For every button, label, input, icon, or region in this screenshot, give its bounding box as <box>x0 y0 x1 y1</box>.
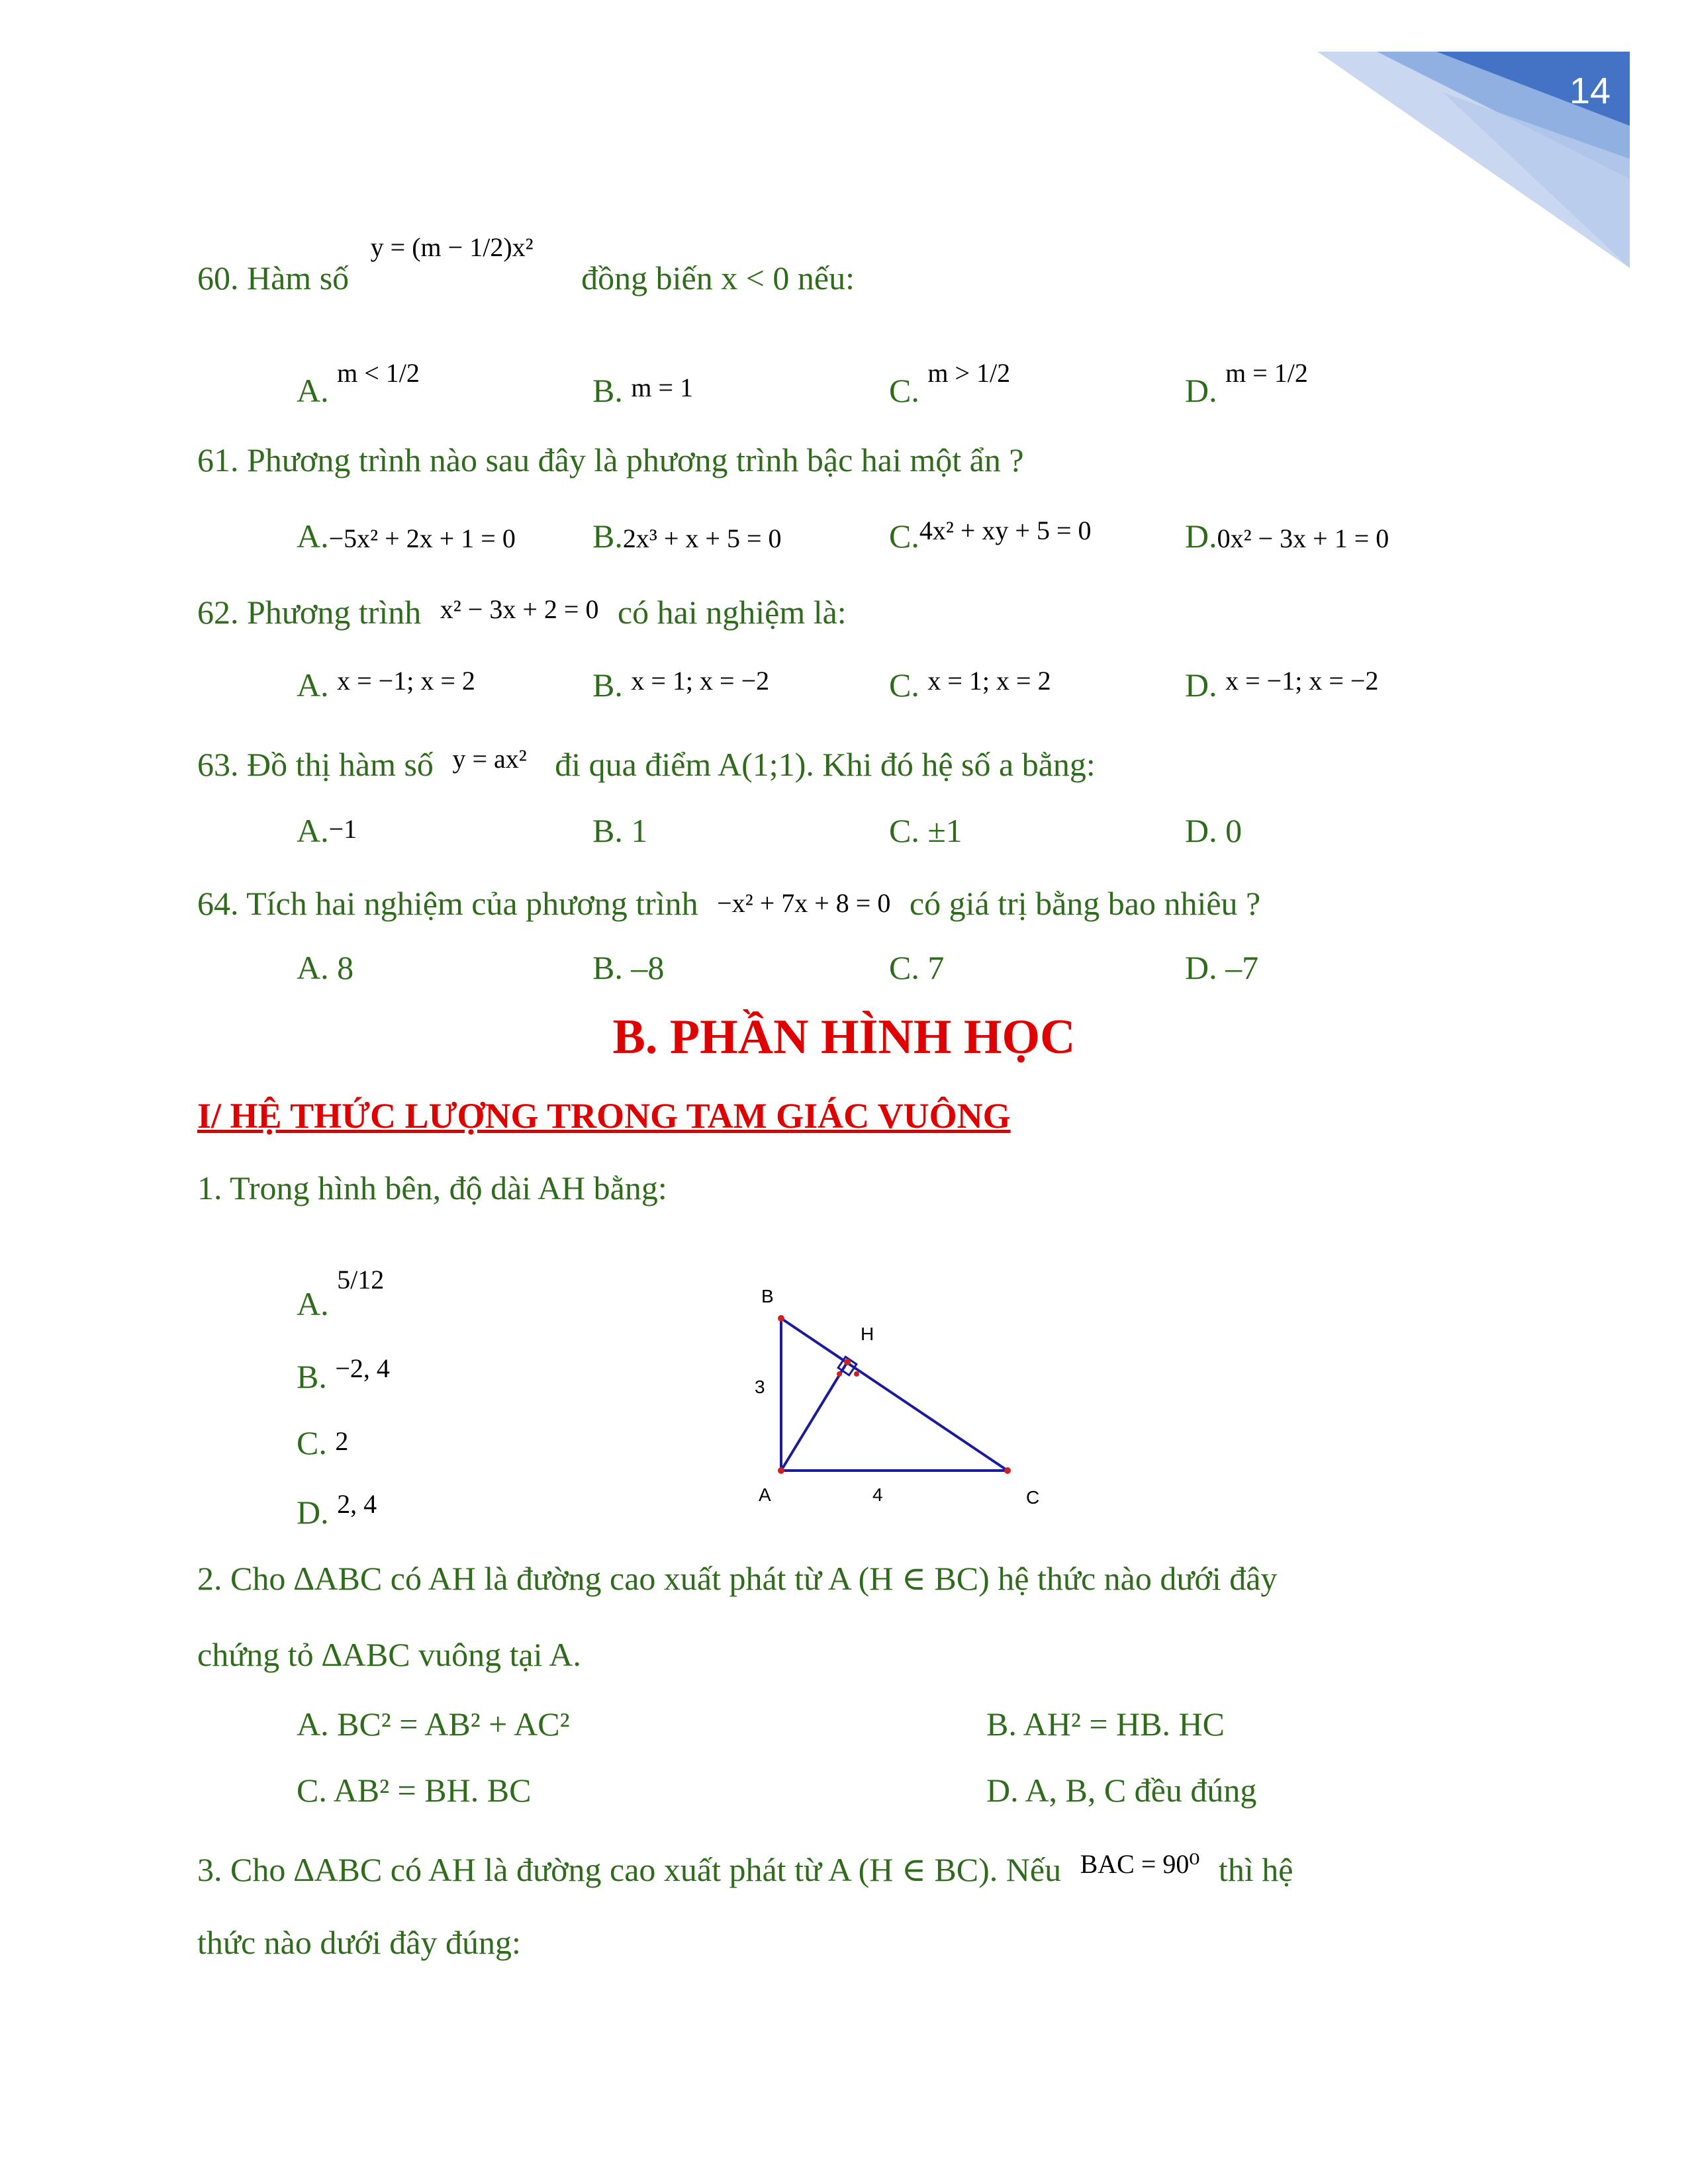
q63-option-b[interactable]: B. 1 <box>592 812 648 849</box>
section-heading-geometry: B. PHẦN HÌNH HỌC <box>612 1010 1076 1064</box>
label-side-4: 4 <box>872 1484 883 1505</box>
q60-option-d[interactable]: D. m = 1/2 <box>1185 358 1308 409</box>
question-62: 62. Phương trình x² − 3x + 2 = 0 có hai nghiệm là: <box>197 592 847 635</box>
corner-decoration <box>0 0 1688 278</box>
q63-option-d[interactable]: D. 0 <box>1185 812 1243 849</box>
q60-option-c[interactable]: C. m > 1/2 <box>889 358 1011 409</box>
q63-option-c[interactable]: C. ±1 <box>889 812 962 849</box>
q64-option-c[interactable]: C. 7 <box>889 949 945 986</box>
label-h: H <box>861 1324 874 1344</box>
q61-option-d[interactable]: D.0x² − 3x + 1 = 0 <box>1185 518 1389 555</box>
q61-option-c[interactable]: C.4x² + xy + 5 = 0 <box>889 516 1092 555</box>
q64-formula: −x² + 7x + 8 = 0 <box>717 888 891 918</box>
q62-formula: x² − 3x + 2 = 0 <box>440 594 599 624</box>
q64-option-a[interactable]: A. 8 <box>297 949 354 986</box>
geometry-question-3-line2: thức nào dưới đây đúng: <box>197 1924 521 1961</box>
q62-option-a[interactable]: A. x = −1; x = 2 <box>297 666 475 704</box>
page-number: 14 <box>1569 69 1611 111</box>
g2-option-c[interactable]: C. AB² = BH. BC <box>297 1772 532 1809</box>
label-side-3: 3 <box>755 1377 765 1397</box>
g1-option-a[interactable]: A. 5/12 <box>297 1265 385 1322</box>
g2-option-b[interactable]: B. AH² = HB. HC <box>986 1706 1225 1743</box>
q60-suffix: đồng biến x < 0 nếu: <box>581 259 855 296</box>
geometry-question-1: 1. Trong hình bên, độ dài AH bằng: <box>197 1169 667 1206</box>
question-63: 63. Đồ thị hàm số y = ax² đi qua điểm A(1;1). Khi đó hệ số a bằng: <box>197 745 1096 787</box>
q60-label: 60. Hàm số <box>197 259 350 296</box>
g1-option-c[interactable]: C. 2 <box>297 1424 349 1461</box>
label-c: C <box>1026 1487 1040 1508</box>
g3-formula: BAC = 90⁰ <box>1080 1849 1200 1879</box>
label-a: A <box>759 1484 771 1505</box>
g1-option-b[interactable]: B. −2, 4 <box>297 1353 390 1395</box>
q61-option-a[interactable]: A.−5x² + 2x + 1 = 0 <box>297 518 516 555</box>
q64-option-d[interactable]: D. –7 <box>1185 949 1259 986</box>
altitude-ah <box>781 1362 847 1471</box>
geometry-question-2-line1: 2. Cho ∆ABC có AH là đường cao xuất phát từ A (H ∈ BC) hệ thức nào dưới đây <box>197 1560 1278 1597</box>
q63-formula: y = ax² <box>452 744 527 774</box>
g2-option-a[interactable]: A. BC² = AB² + AC² <box>297 1706 570 1743</box>
geometry-question-3-line1: 3. Cho ∆ABC có AH là đường cao xuất phát từ A (H ∈ BC). Nếu BAC = 90⁰ thì hệ <box>197 1850 1293 1892</box>
q63-option-a[interactable]: A.−1 <box>297 812 357 849</box>
q62-option-d[interactable]: D. x = −1; x = −2 <box>1185 666 1379 704</box>
q62-option-c[interactable]: C. x = 1; x = 2 <box>889 666 1051 704</box>
q64-option-b[interactable]: B. –8 <box>592 949 665 986</box>
question-64: 64. Tích hai nghiệm của phương trình −x² + 7x + 8 = 0 có giá trị bằng bao nhiêu ? <box>197 885 1261 922</box>
q60-option-b[interactable]: B. m = 1 <box>592 372 694 409</box>
question-60 <box>197 232 855 300</box>
q61-option-b[interactable]: B.2x³ + x + 5 = 0 <box>592 518 782 555</box>
q62-option-b[interactable]: B. x = 1; x = −2 <box>592 666 770 704</box>
g2-option-d[interactable]: D. A, B, C đều đúng <box>986 1772 1257 1809</box>
geometry-question-2-line2: chứng tỏ ∆ABC vuông tại A. <box>197 1636 581 1673</box>
g1-option-d[interactable]: D. 2, 4 <box>297 1489 377 1531</box>
side-bc <box>781 1318 1008 1471</box>
triangle-figure <box>735 1257 1105 1509</box>
q60-formula: y = (m − 1/2)x² <box>370 232 534 262</box>
question-61: 61. Phương trình nào sau đây là phương trình bậc hai một ẩn ? <box>197 441 1024 478</box>
subsection-heading: I/ HỆ THỨC LƯỢNG TRONG TAM GIÁC VUÔNG <box>197 1096 1011 1136</box>
label-b: B <box>761 1286 774 1306</box>
q60-option-a[interactable]: A. m < 1/2 <box>297 358 420 409</box>
